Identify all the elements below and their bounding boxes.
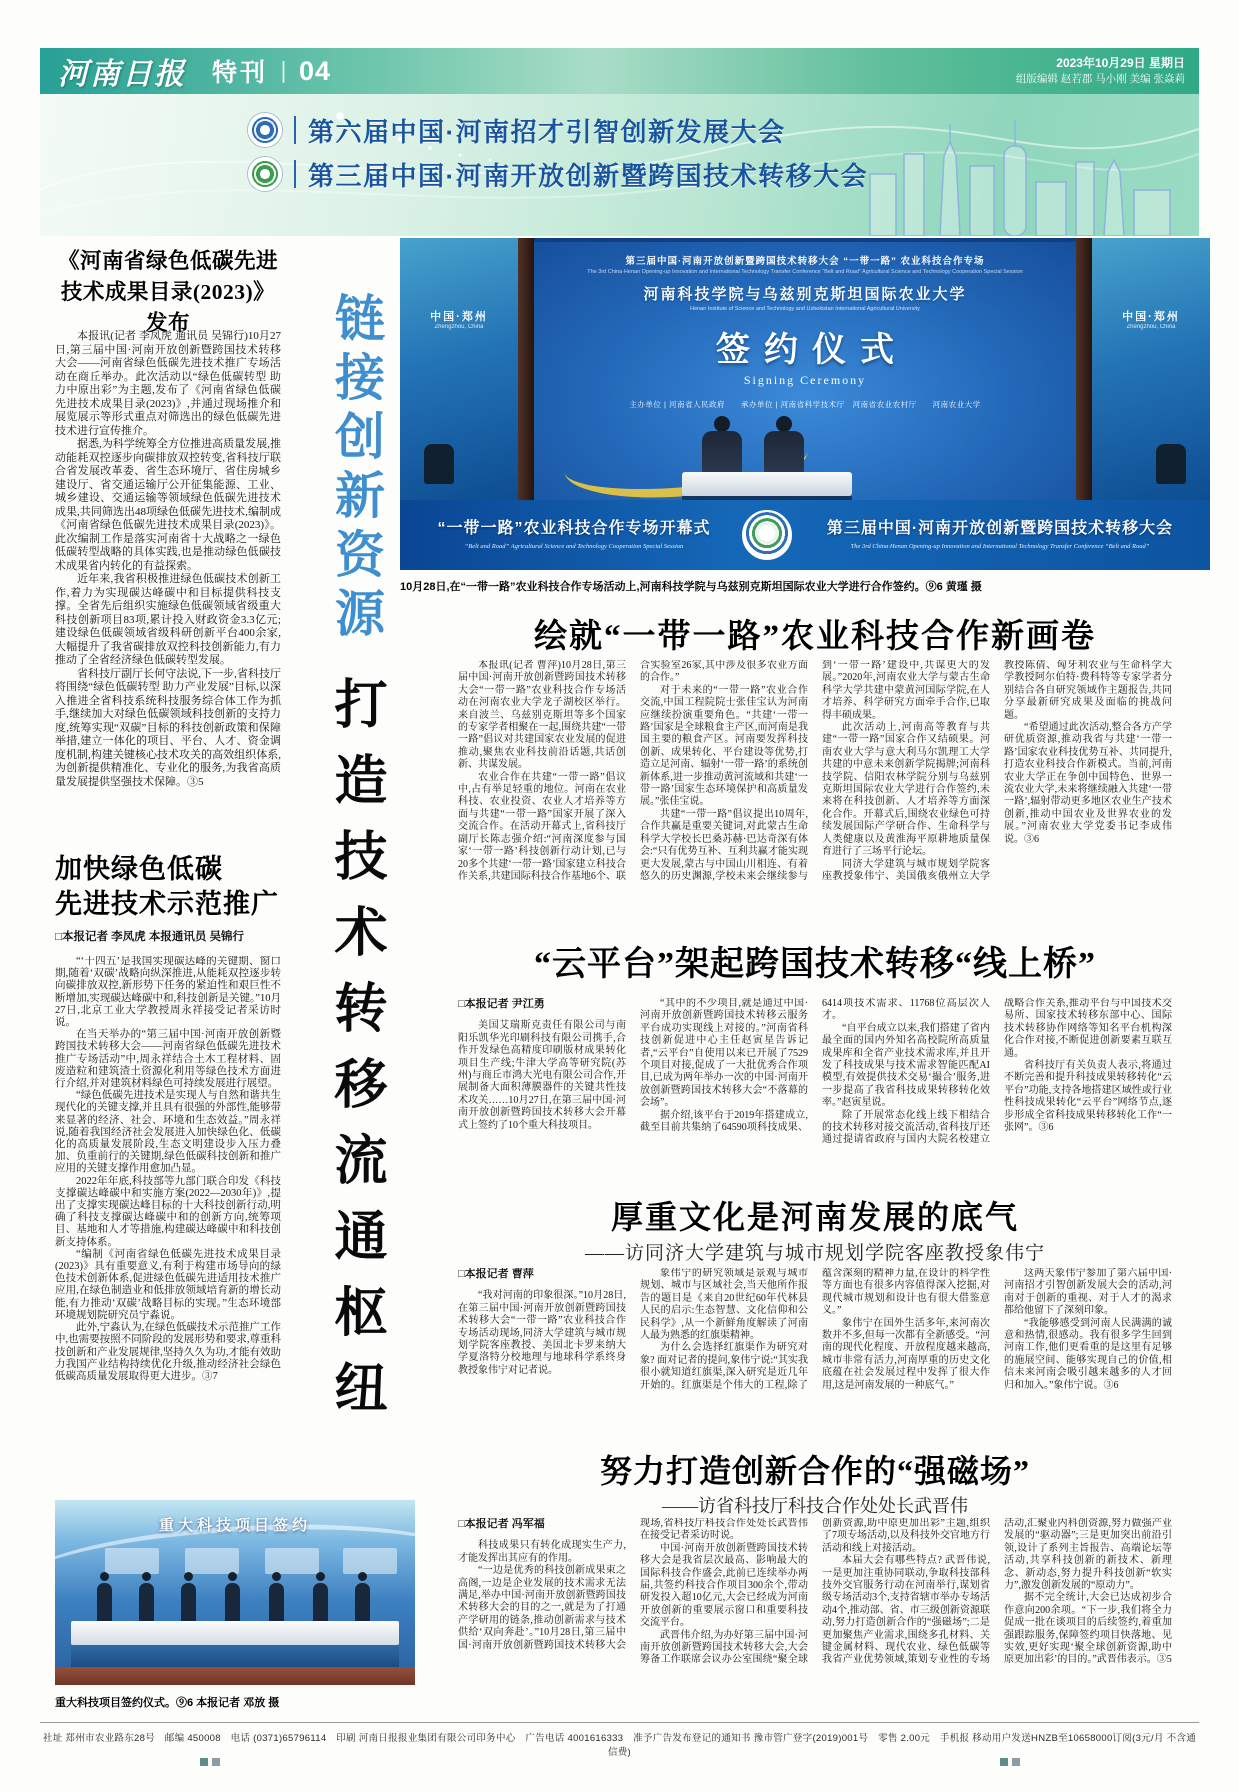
main-photo-caption: 10月28日,在“一带一路”农业科技合作专场活动上,河南科技学院与乌兹别克斯坦国际农业大学进行合作签约。⑨6 黄瑾 摄 [400, 581, 982, 593]
conference-banner [40, 94, 1199, 236]
backdrop-panel [265, 1548, 319, 1574]
paragraph: 据介绍,该平台于2019年搭建成立,截至目前共集纳了64590项科技成果、6414项技术需求、11768位高层次人才。 [640, 998, 990, 1134]
banner-left-block [414, 518, 734, 551]
paragraph: 除了开展常态化线上线下相结合的技术转移对接交流活动,省科技厅还通过提请省政府与国内大院名校建立战略合作关系,推动平台与中国技术交易所、国家技术转移东部中心、国际技术转移协作网络等知名平台机构深化合作对接,不断促进创新要素互联互通。 [822, 998, 1172, 1146]
paragraph: 省科技厅有关负责人表示,将通过不断完善和提升科技成果转移转化“云平台”功能,支持各地搭建区域性或行业性科技成果转化“云平台”网络节点,逐步形成全省科技成果转移转化工作“一张网”。③6 [1004, 1060, 1172, 1134]
signer-figure [355, 1583, 370, 1623]
paragraph: 象伟宁在国外生活多年,来河南次数并不多,但每一次都有全新感受。“河南的现代化程度、开放程度越来越高,城市非常有活力,河南厚重的历史文化底蕴在社会发展过程中发挥了很大作用,这是河南发展的一种底气。” [822, 1317, 990, 1391]
paragraph: “其中的不少项目,就是通过中国·河南开放创新暨跨国技术转移云服务平台成功实现线上对接的。”河南省科技创新促进中心主任赵寅星告诉记者,“云平台”自使用以来已开展了7529个项目对接,促成了一大批优秀合作项目,已成为两年举办一次的中国·河南开放创新暨跨国技术转移大会“不落幕的会场”。 [640, 998, 808, 1109]
culture-article-subtitle: ——访同济大学建筑与城市规划学院客座教授象伟宁 [584, 1243, 1045, 1264]
paragraph: 本报讯(记者 曹萍)10月28日,第三届中国·河南开放创新暨跨国技术转移大会“一带一路”农业科技合作专场活动在河南农业大学龙子湖校区举行。来自波兰、乌兹别克斯坦等多个国家的专家学者相聚在一起,围绕共建“一带一路”倡议对共建国家农业发展的促进推动,聚焦农业科技前沿话题,共话创新、共谋发展。 [458, 660, 626, 771]
conference-emblem-icon [742, 510, 792, 560]
culture-article-headline: 厚重文化是河南发展的底气 [610, 1199, 1019, 1235]
catalog-article-body [55, 330, 281, 835]
signer-figure [225, 1583, 240, 1623]
paragraph: 农业合作在共建“一带一路”倡议中,占有举足轻重的地位。河南在农业科技、农业投资、农业人才培养等方面与共建“一带一路”国家开展了深入交流合作。在活动开幕式上,省科技厅副厅长陈志强介绍:“河南深度参与国家‘一带一路’科技创新行动计划,已与20多个共建‘一带一路’国家建立科技合作关系,共建国际科技合作基地6个、联合实验室26家,其中涉及很多农业方面的合作。” [458, 660, 808, 882]
stage-pillar [1076, 238, 1092, 500]
editors-credit: 组版编辑 赵若郡 马小刚 美编 张焱莉 [1015, 73, 1185, 86]
paper-logo: 河南日报 [58, 58, 186, 91]
belt-road-body [458, 660, 1172, 926]
conference-titles [248, 112, 868, 200]
paragraph: “‘十四五’是我国实现碳达峰的关键期、窗口期,随着‘双碳’战略向纵深推进,从能耗双控逐步转向碳排放双控,新形势下任务的紧迫性和艰巨性不断增加,实现碳达峰碳中和,科技创新是关键。”10月27日,北京工业大学教授周永祥接受记者采访时说。 [55, 956, 281, 1029]
magnet-article-headline: 努力打造创新合作的“强磁场” [599, 1453, 1030, 1489]
backdrop-panel [185, 1548, 239, 1574]
demo-article-body [55, 956, 281, 1490]
screen-organizations-en: Henan Institute of Science and Technology and Uzbekistan International Agricultural University [690, 306, 920, 312]
project-photo-caption: 重大科技项目签约仪式。⑨6 本报记者 邓放 摄 [55, 1697, 280, 1709]
banner-left-subtitle: “Belt and Road” Agricultural Science and Technology Cooperation Special Session [464, 542, 684, 550]
registration-mark [212, 1758, 220, 1766]
side-screen-city-cn: 中国·郑州 [430, 311, 488, 323]
masthead-right [1016, 54, 1185, 88]
backdrop-panel [105, 1548, 159, 1574]
vertical-headline-blue: 链接创新资源 [328, 292, 384, 646]
cloud-article-byline: □本报记者 尹江勇 [458, 998, 545, 1010]
paragraph: 象伟宁的研究领域是景观与城市规划、城市与区域社会,当天他所作报告的题目是《来自20世纪60年代林县人民的启示:生态智慧、文化信仰和公民科学》,从一个新鲜角度解读了河南人最为熟悉的红旗渠精神。 [640, 1268, 808, 1342]
registration-mark [200, 1758, 208, 1766]
demo-article-title [55, 852, 285, 922]
screen-host-units: 主办单位 | 河南省人民政府 承办单位 | 河南省科学技术厅 河南省农业农村厅 河南农业大学 [629, 400, 981, 409]
paragraph: “一边是优秀的科技创新成果束之高阁,一边是企业发展的技术需求无法满足,举办中国·河南开放创新暨跨国技术转移大会的目的之一,就是为了打通产学研用的链条,推动创新需求与技术供给‘双向奔赴’。”10月28日,第三届中国·河南开放创新暨跨国技术转移大会现场,省科技厅科技合作处处长武晋伟在接受记者采访时说。 [458, 1518, 808, 1651]
signing-table [682, 472, 852, 496]
photo-side-screen-left [400, 238, 518, 500]
banner-right-block [800, 518, 1200, 551]
edition-label: 特刊 [212, 59, 269, 87]
paragraph: 武晋伟介绍,为办好第三届中国·河南开放创新暨跨国技术转移大会,大会筹备工作联席会议办公室围绕“聚全球创新资源,助中原更加出彩”主题,组织了7项专场活动,以及科技外交官地方行活动和线上对接活动。 [640, 1518, 990, 1666]
paragraph: 本届大会有哪些特点? 武晋伟说,一是更加注重协同联动,争取科技部科技外交官服务行动在河南举行,谋划省级专场活动3个,支持省辖市举办专场活动4个,推动部、省、市三级创新资源联动,努力打造创新合作的“强磁场”;二是更加聚焦产业需求,围绕多孔材料、关键金属材料、现代农业、绿色低碳等我省产业优势领域,策划专业性的专场活动,汇聚业内科创资源,努力做强产业发展的“驱动器”;三是更加突出前沿引领,设计了系列主旨报告、高端论坛等活动,共享科技创新的新技术、新理念、新动态,努力提升科技创新“软实力”,激发创新发展的“原动力”。 [822, 1518, 1172, 1666]
paragraph: 美国艾瑞斯克责任有限公司与南阳乐凯华光印刷科技有限公司携手,合作开发绿色高精度印刷版材成果转化项目生产线;牛津大学高等研究院(苏州)与商丘市鸿大光电有限公司合作,开展制备大面积薄膜器件的关键共性技术攻关……10月27日,在第三届中国·河南开放创新暨跨国技术转移大会开幕式上签约了10个重大科技项目。 [458, 1020, 626, 1131]
signer-figure [313, 1583, 328, 1623]
transfer-conference-logo-icon [248, 157, 282, 191]
paragraph: 中国·河南开放创新暨跨国技术转移大会是我省层次最高、影响最大的国际科技合作盛会,此前已连续举办两届,共签约科技合作项目300余个,带动研发投入超10亿元,大会已经成为河南开放创新的重要展示窗口和重要科技交流平台。 [640, 1542, 808, 1629]
paragraph: 这两天象伟宁参加了第六届中国·河南招才引智创新发展大会的活动,河南对于创新的重视、对于人才的渴求都给他留下了深刻印象。 [1004, 1268, 1172, 1317]
paragraph: 此次活动上,河南高等教育与共建“一带一路”国家合作又结硕果。河南农业大学与意大利马尔凯理工大学共建的中意未来创新学院揭牌;河南科技学院、信阳农林学院分别与乌兹别克斯坦国际农业大学进行合作签约,未来将在科技创新、人才培养等方面深化合作。开幕式后,围绕农业绿色可持续发展国际产学研合作、生命科学与人类健康以及黄淮海平原耕地质量保育进行了三场平行论坛。 [822, 722, 990, 858]
demo-article-byline: □本报记者 李凤虎 本报通讯员 吴锦行 [55, 931, 245, 943]
issue-date: 2023年10月29日 星期日 [1056, 56, 1185, 71]
screen-ceremony-title: 签约仪式 [716, 331, 908, 369]
divider [294, 116, 296, 144]
signer-figure [181, 1583, 196, 1623]
skyline-illustration [870, 120, 1170, 236]
cloud-article-headline: “云平台”架起跨国技术转移“线上桥” [534, 946, 1096, 983]
backdrop-panel [343, 1548, 397, 1574]
registration-mark [1000, 1758, 1008, 1766]
screen-ceremony-title-en: Signing Ceremony [743, 373, 867, 387]
banner-right-title: 第三届中国·河南开放创新暨跨国技术转移大会 [826, 520, 1174, 538]
paragraph: 共建“一带一路”倡议提出10周年,合作共赢是重要关键词,对此蒙古生命科学大学校长巴桑苏赫·巴达奇深有体会:“只有优势互补、互利共赢才能实现更大发展,蒙古与中国山川相连、有着悠久的历史渊源,学校未来会继续参与到‘一带一路’建设中,共谋更大的发展。”2020年,河南农业大学与蒙古生命科学大学共建中蒙黄河国际学院,在人才培养、科学研究方面牵手合作,已取得丰硕成果。 [640, 660, 990, 882]
signer-figure [97, 1583, 112, 1623]
paragraph: “编制《河南省绿色低碳先进技术成果目录(2023)》具有重要意义,有利于构建市场导向的绿色技术创新体系,促进绿色低碳先进适用技术推广应用,在绿色制造业和低排放领域培育新的增长动能,有力推动‘双碳’战略目标的实现。”生态环境部环境规划院研究员宁淼说。 [55, 1248, 281, 1321]
paragraph: 对于未来的“一带一路”农业合作交流,中国工程院院士张佳宝认为河南应继续扮演重要角色。“共建‘一带一路’国家是全球粮食主产区,而河南是我国主要的粮食产区。河南要发挥科技创新、成果转化、平台建设等优势,打造立足河南、辐射‘一带一路’的系统创新体系,进一步推动黄河流域和共建‘一带一路’国家生态环境保护和高质量发展。”张佳宝说。 [640, 684, 808, 808]
paragraph: 省科技厅副厅长何守法说,下一步,省科技厅将围绕“绿色低碳转型 助力产业发展”目标,以深入推进全省科技系统科技服务综合体工作为抓手,继续加大对绿色低碳领域科技创新的支持力度,统筹实现“双碳”目标的科技创新政策和保障举措,建立一体化的项目、平台、人才、资金调度机制,构建关键核心技术攻关的高效组织体系,为创新提供精准化、专业化的服务,为我省高质量发展提供坚强技术保障。③5 [55, 667, 281, 788]
side-screen-city-cn: 中国·郑州 [1122, 311, 1180, 323]
paragraph: 2022年年底,科技部等九部门联合印发《科技支撑碳达峰碳中和实施方案(2022—2030年)》,提出了支撑实现碳达峰目标的十大科技创新行动,明确了科技支撑碳达峰碳中和的创新方向,统筹项目、基地和人才等措施,构建碳达峰碳中和科技创新支持体系。 [55, 1175, 281, 1248]
cloud-article-body [458, 998, 1172, 1168]
catalog-article-title: 《河南省绿色低碳先进技术成果目录(2023)》发布 [57, 249, 278, 336]
magnet-article-body [458, 1518, 1172, 1710]
paragraph: “我能够感受到河南人民满满的诚意和热情,很感动。我有很多学生回到河南工作,他们更看重的是这里有足够的施展空间、能够实现自己的价值,相信未来河南会吸引越来越多的人才回归和加入。”象伟宁说。③6 [1004, 1317, 1172, 1391]
side-screen-city-en: Zhengzhou, China [434, 324, 484, 330]
photo-bottom-banner [400, 500, 1210, 570]
paragraph: “自平台成立以来,我们搭建了省内最全面的国内外知名高校院所高质量成果库和全省产业技术需求库,并且开发了科技成果与技术需求智能匹配AI模型,有效提供技术交易‘撮合’服务,进一步提高了我省科技成果转移转化效率。”赵寅星说。 [822, 1022, 990, 1109]
stage-carpet [55, 1667, 415, 1685]
signing-podium [71, 1621, 399, 1645]
banner-right-subtitle: The 3rd China·Henan Opening-up Innovation and International Technology Transfer Conference “Belt and Road” [850, 542, 1150, 550]
banner-left-title: “一带一路”农业科技合作专场开幕式 [437, 520, 711, 538]
conference-row-2 [248, 156, 868, 192]
project-signing-photo [55, 1500, 415, 1685]
paragraph: 据不完全统计,大会已达成初步合作意向200余项。“下一步,我们将全力促成一批在谈项目的后续签约,着重加强跟踪服务,保障签约项目快落地、见实效,更好实现‘聚全球创新资源,助中原更加出彩’的目的。”武晋伟表示。③5 [1004, 1592, 1172, 1666]
paragraph: 此外,宁淼认为,在绿色低碳技术示范推广工作中,也需要按照不同阶段的发展形势和要求,尊重科技创新和产业发展规律,坚持久久为功,才能有效助力我国产业结构持续优化升级,推动经济社会绿色低碳高质量发展取得更大进步。③7 [55, 1322, 281, 1382]
demo-title-line1: 加快绿色低碳 [55, 854, 223, 884]
signer-figure [139, 1583, 154, 1623]
paragraph: 本报讯(记者 李凤虎 通讯员 吴锦行)10月27日,第三届中国·河南开放创新暨跨国技术转移大会——河南省绿色低碳先进技术推广专场活动在商丘举办。此次活动以“绿色低碳转型 助力中原出彩”为主题,发布了《河南省绿色低碳先进技术成果目录(2023)》,并通过现场推介和展览展示等形式重点对筛选出的绿色低碳先进技术进行宣传推介。 [55, 330, 281, 437]
conference-title-2: 第三届中国·河南开放创新暨跨国技术转移大会 [308, 160, 869, 191]
signing-delegate-figure [762, 416, 806, 474]
screen-organizations: 河南科技学院与乌兹别克斯坦国际农业大学 [643, 286, 967, 303]
culture-article-byline: □本报记者 曹萍 [458, 1268, 534, 1280]
paragraph: 为什么会选择红旗渠作为研究对象? 面对记者的提问,象伟宁说:“其实我很小就知道红旗渠,深入研究是近几年开始的。红旗渠是个伟大的工程,除了蕴含深刻的精神力量,在设计的科学性等方面也有很多内容值得深入挖掘,对现代城市规划和设计也有很大借鉴意义。” [640, 1268, 990, 1391]
masthead-bar [40, 48, 1199, 94]
paragraph: 同济大学建筑与城市规划学院客座教授象伟宁、美国俄亥俄州立大学教授陈倩、匈牙利农业与生命科学大学教授阿尔伯特·费科特等专家学者分别结合各自研究领域作主题报告,共同分享最新研究成果及面临的挑战问题。 [822, 660, 1172, 882]
edition-divider: ∣ [278, 58, 290, 83]
magnet-article-subtitle: ——访省科技厅科技合作处处长武晋伟 [662, 1496, 968, 1516]
paragraph: 在当天举办的“第三届中国·河南开放创新暨跨国技术转移大会——河南省绿色低碳先进技术推广专场活动”中,周永祥结合土木工程材料、固废造粒和建筑渣土资源化利用等绿色技术方面进行介绍,并对建筑材料绿色可持续发展进行展望。 [55, 1029, 281, 1090]
page-number: 04 [299, 55, 332, 86]
magnet-article-byline: □本报记者 冯军福 [458, 1518, 545, 1530]
signing-delegate-figure [700, 416, 744, 474]
screen-conference-line-en: The 3rd China·Henan Opening-up Innovation and International Technology Transfer Conference “Belt and Road” Agricultural Science and Technology Cooperation Special Session [587, 269, 1023, 275]
paragraph: “希望通过此次活动,整合各方产学研优质资源,推动我省与共建‘一带一路’国家农业科技优势互补、共同提升,打造农业科技合作新模式。当前,河南农业大学正在争创中国特色、世界一流农业大学,未来将继续融入共建‘一带一路’,辐射带动更多地区农业生产技术创新,推动中国农业及世界农业的发展。”河南农业大学党委书记李成伟说。③6 [1004, 722, 1172, 845]
stage-backdrop-title: 重大科技项目签约 [158, 1517, 311, 1534]
demo-title-line2: 先进技术示范推广 [55, 889, 279, 920]
side-screen-city-en: Zhengzhou, China [1126, 324, 1176, 330]
paragraph: “绿色低碳先进技术是实现人与自然和谐共生现代化的关键支撑,并且具有很强的外部性,能够带来显著的经济、社会、环境和生态效益。”周永祥说,随着我国经济社会发展进入加快绿色化、低碳化的高质量发展阶段,生态文明建设步入压力叠加、负重前行的关键期,绿色低碳科技创新和推广应用的关键支撑作用愈加凸显。 [55, 1090, 281, 1175]
signing-ceremony-photo [400, 238, 1210, 570]
podium-front [71, 1645, 399, 1667]
signer-figure [269, 1583, 284, 1623]
culture-article-body [458, 1268, 1172, 1424]
vertical-headline-black: 打造技术转移流通枢纽 [327, 676, 386, 1436]
conference-row-1 [248, 112, 868, 148]
paragraph: “我对河南的印象很深。”10月28日,在第三届中国·河南开放创新暨跨国技术转移大会“一带一路”农业科技合作专场活动现场,同济大学建筑与城市规划学院客座教授、美国北卡罗来纳大学夏洛特分校地理与地球科学系终身教授象伟宁对记者说。 [458, 1290, 626, 1376]
talent-conference-logo-icon [248, 113, 282, 147]
photo-side-screen-right [1092, 238, 1210, 500]
belt-road-headline: 绘就“一带一路”农业科技合作新画卷 [534, 619, 1096, 655]
conference-title-1: 第六届中国·河南招才引智创新发展大会 [308, 116, 786, 147]
divider [294, 160, 296, 188]
paragraph: 近年来,我省积极推进绿色低碳技术创新工作,着力为实现碳达峰碳中和目标提供科技支撑。全省先后组织实施绿色低碳领域省级重大科技创新项目83项,累计投入财政资金3.3亿元;建设绿色低碳领域省级科研创新平台400余家,大幅提升了我省碳排放双控科技创新能力,有力推动了全省经济绿色低碳转型发展。 [55, 573, 281, 666]
imprint-footer: 社址 郑州市农业路东28号 邮编 450008 电话 (0371)65796114 印刷 河南日报报业集团有限公司印务中心 广告电话 4001616333 准予广告发布登记的通知书 豫市管广登字(2019)001号 零售 2.00元 手机报 移动用户发送HNZB至10658000订阅(3元/月 不含通信费) [40, 1722, 1199, 1758]
paragraph: 据悉,为科学统筹全方位推进高质量发展,推动能耗双控逐步向碳排放双控转变,省科技厅联合省发展改革委、省生态环境厅、省住房城乡建设厅、省交通运输厅公开征集能源、工业、城乡建设、交通运输等领域绿色低碳先进技术成果,共同筛选出48项绿色低碳先进技术,编制成《河南省绿色低碳先进技术成果目录(2023)》。此次编制工作是落实河南省十大战略之一绿色低碳转型战略的具体实践,也是推动绿色低碳技术成果省内转化的有益探索。 [55, 438, 281, 572]
registration-mark [1012, 1758, 1020, 1766]
paragraph: 科技成果只有转化成现实生产力,才能发挥出其应有的作用。 [458, 1540, 626, 1564]
screen-conference-line: 第三届中国·河南开放创新暨跨国技术转移大会 “一带一路” 农业科技合作专场 [625, 256, 985, 267]
masthead-left [58, 49, 331, 93]
stage-pillar [518, 238, 534, 500]
